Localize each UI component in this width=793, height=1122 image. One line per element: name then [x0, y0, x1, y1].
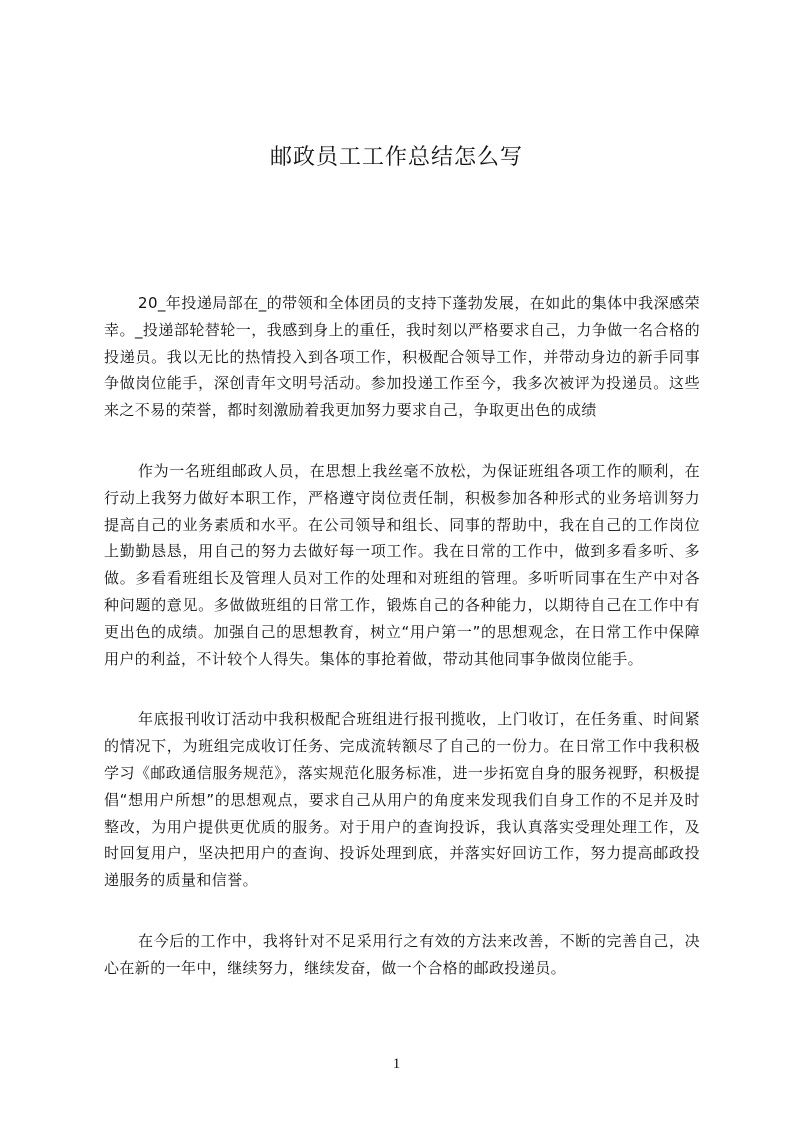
paragraph-3: 年底报刊收订活动中我积极配合班组进行报刊揽收，上门收订，在任务重、时间紧的情况下，为班组完成收订任务、完成流转额尽了自己的一份力。在日常工作中我积极学习《邮政通信服务规范》，落实规范化服务标准，进一步拓宽自身的服务视野，积极提倡“想用户所想”的思想观点，要求自己从用户的角度来发现我们自身工作的不足并及时整改，为用户提供更优质的服务。对于用户的查询投诉，我认真落实受理处理工作，及时回复用户，坚决把用户的查询、投诉处理到底，并落实好回访工作，努力提高邮政投递服务的质量和信誉。 [104, 710, 700, 890]
paragraph-2: 作为一名班组邮政人员，在思想上我丝毫不放松，为保证班组各项工作的顺利，在行动上我努力做好本职工作，严格遵守岗位责任制，积极参加各种形式的业务培训努力提高自己的业务素质和水平。在公司领导和组长、同事的帮助中，我在自己的工作岗位上勤勤恳恳，用自己的努力去做好每一项工作。我在日常的工作中，做到多看多听、多做。多看看班组长及管理人员对工作的处理和对班组的管理。多听听同事在生产中对各种问题的意见。多做做班组的日常工作，锻炼自己的各种能力，以期待自己在工作中有更出色的成绩。加强自己的思想教育，树立“用户第一”的思想观念，在日常工作中保障用户的利益，不计较个人得失。集体的事抢着做，带动其他同事争做岗位能手。 [104, 461, 700, 668]
page-number: 1 [392, 1056, 401, 1072]
document-body [104, 290, 700, 1016]
paragraph-1: 20_年投递局部在_的带领和全体团员的支持下蓬勃发展，在如此的集体中我深感荣幸。_投递部轮替轮一，我感到身上的重任，我时刻以严格要求自己，力争做一名合格的投递员。我以无比的热情投入到各项工作，积极配合领导工作，并带动身边的新手同事争做岗位能手，深创青年文明号活动。参加投递工作至今，我多次被评为投递员。这些来之不易的荣誉，都时刻激励着我更加努力要求自己，争取更出色的成绩 [104, 294, 700, 420]
document-title: 邮政员工工作总结怎么写 [269, 145, 523, 170]
paragraph-4: 在今后的工作中，我将针对不足采用行之有效的方法来改善，不断的完善自己，决心在新的一年中，继续努力，继续发奋，做一个合格的邮政投递员。 [104, 931, 700, 977]
